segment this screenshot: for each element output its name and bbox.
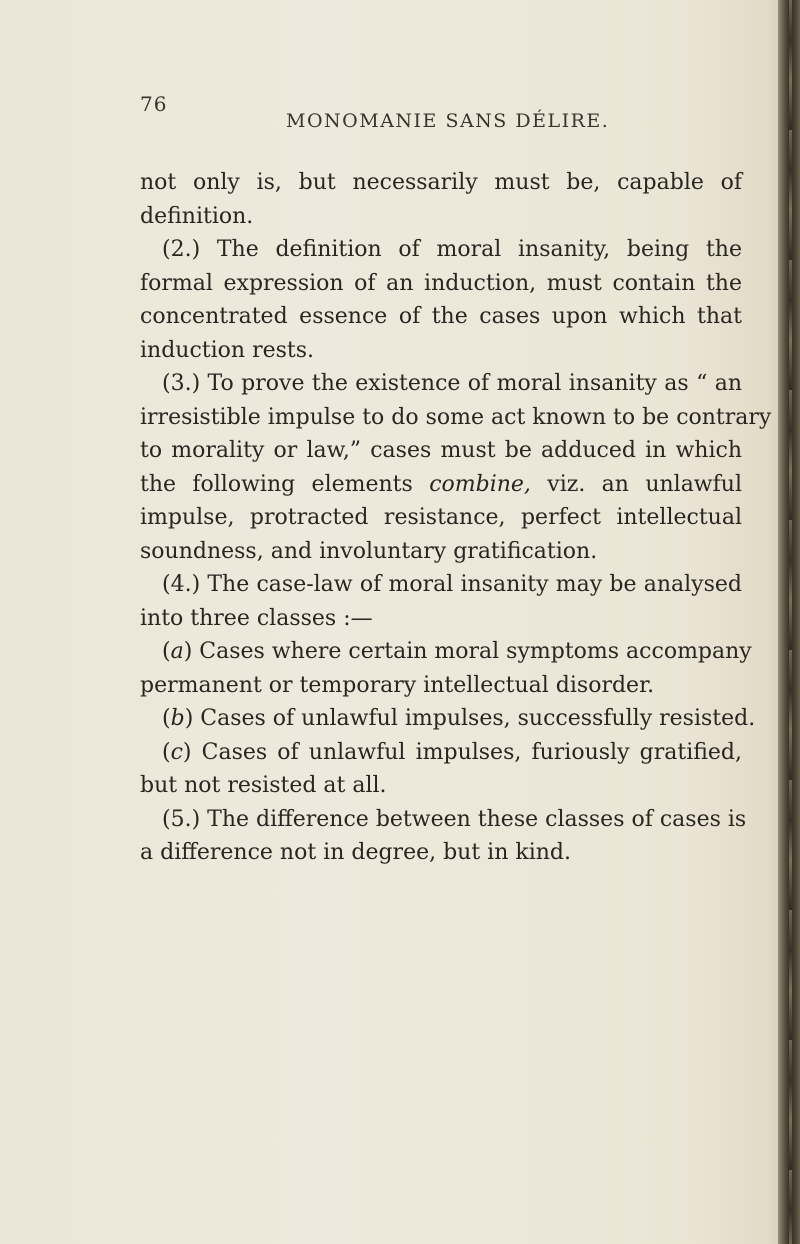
binding-shadow — [789, 0, 792, 1244]
text-line: formal expression of an induction, must contain the — [140, 270, 742, 296]
text-segment: the following elements — [140, 471, 413, 497]
text-line: to morality or law,” cases must be adduced in which — [140, 438, 742, 463]
text-line: a difference not in degree, but in kind. — [140, 840, 571, 865]
text-line: but not resisted at all. — [140, 773, 387, 798]
text-line: not only is, but necessarily must be, capable of — [140, 170, 742, 195]
text-line: (5.) The difference between these classes of cases is — [162, 806, 747, 832]
text-line: into three classes :— — [140, 605, 373, 631]
text-line: concentrated essence of the cases upon which that — [140, 304, 742, 329]
page-header — [0, 92, 780, 134]
body-text — [140, 166, 772, 870]
running-title: MONOMANIE SANS DÉLIRE. — [286, 110, 610, 132]
text-line: (b) Cases of unlawful impulses, successfully resisted. — [162, 706, 756, 731]
text-line — [140, 468, 742, 502]
text-line: (c) Cases of unlawful impulses, furiously gratified, — [162, 739, 742, 765]
text-line: (4.) The case-law of moral insanity may be analysed — [162, 572, 742, 597]
text-line: (2.) The definition of moral insanity, being the — [162, 237, 742, 262]
text-line: (3.) To prove the existence of moral insanity as “ an — [162, 371, 742, 396]
text-line: irresistible impulse to do some act known to be contrary — [140, 404, 772, 430]
text-line: soundness, and involuntary gratification. — [140, 538, 598, 564]
text-line: permanent or temporary intellectual disorder. — [140, 672, 655, 698]
text-line: (a) Cases where certain moral symptoms accompany — [162, 639, 752, 664]
text-segment: viz. an unlawful — [547, 471, 742, 497]
text-line: definition. — [140, 203, 254, 229]
italic-term: combine, — [429, 471, 531, 497]
text-line: induction rests. — [140, 337, 315, 363]
text-line: impulse, protracted resistance, perfect intellectual — [140, 505, 742, 530]
page-number: 76 — [140, 92, 168, 116]
